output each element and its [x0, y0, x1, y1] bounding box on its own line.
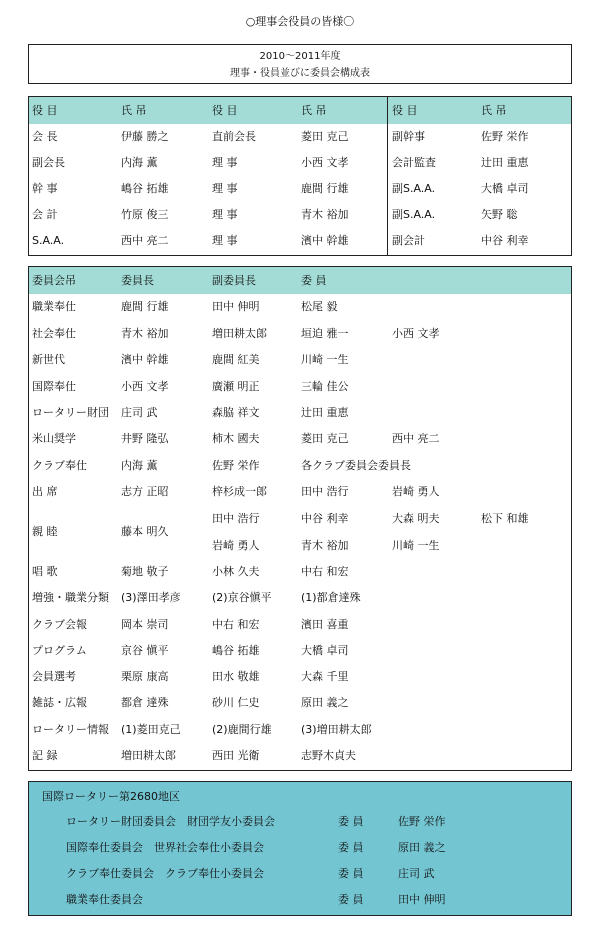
- year-label: 2010～2011年度: [259, 51, 341, 62]
- officers-header-cell: 役 目: [32, 104, 58, 117]
- committee-name: 雑誌・広報: [32, 696, 87, 709]
- committee-name: 社会奉仕: [32, 327, 76, 340]
- officer-role: 副幹事: [392, 130, 425, 143]
- officer-name: 佐野 栄作: [481, 130, 529, 143]
- committee-chair: 志方 正昭: [121, 485, 169, 498]
- committee-member: 鹿間 紅美: [212, 353, 260, 366]
- committee-member: 田中 浩行: [212, 512, 260, 525]
- committee-name: クラブ奉仕: [32, 459, 87, 472]
- committee-member: 中右 和宏: [301, 565, 349, 578]
- committee-member: 佐野 栄作: [212, 459, 260, 472]
- committee-name: 増強・職業分類: [32, 591, 109, 604]
- committee-member: 廣瀬 明正: [212, 380, 260, 393]
- committee-name: プログラム: [32, 644, 87, 657]
- committee-member: 濱田 喜重: [301, 618, 349, 631]
- committee-member: 田水 敬雄: [212, 670, 260, 683]
- committee-name: 新世代: [32, 353, 65, 366]
- district-committee: ロータリー財団委員会 財団学友小委員会: [66, 815, 275, 828]
- committee-chair: 小西 文孝: [121, 380, 169, 393]
- district-member: 佐野 栄作: [398, 815, 446, 828]
- committee-member: 菱田 克己: [301, 432, 349, 445]
- district-member: 田中 伸明: [398, 893, 446, 906]
- district-box: [28, 781, 572, 916]
- committee-member: 大森 明夫: [392, 512, 440, 525]
- district-committee: クラブ奉仕委員会 クラブ奉仕小委員会: [66, 867, 264, 880]
- officer-role: 会 長: [32, 130, 58, 143]
- officer-role: 会 計: [32, 208, 58, 221]
- committee-table: [28, 266, 572, 771]
- committee-header-cell: 副委員長: [212, 274, 256, 287]
- committee-name: ロータリー情報: [32, 723, 109, 736]
- committee-member: 松尾 毅: [301, 300, 338, 313]
- committee-name: 会員選考: [32, 670, 76, 683]
- officer-role: 理 事: [212, 208, 238, 221]
- committee-member: 岩崎 勇人: [392, 485, 440, 498]
- committee-chair: (3)澤田孝彦: [121, 591, 181, 604]
- committee-chair: 都倉 達殊: [121, 696, 169, 709]
- officer-name: 濱中 幹雄: [301, 234, 349, 247]
- committee-member: 青木 裕加: [301, 539, 349, 552]
- district-committee: 国際奉仕委員会 世界社会奉仕小委員会: [66, 841, 264, 854]
- district-member: 原田 義之: [398, 841, 446, 854]
- officer-role: 副S.A.A.: [392, 182, 436, 195]
- committee-member: 辻田 重恵: [301, 406, 349, 419]
- officers-header-cell: 役 目: [392, 104, 418, 117]
- committee-header-cell: 委 員: [301, 274, 327, 287]
- district-role: 委 員: [338, 841, 364, 854]
- committee-chair: 藤本 明久: [121, 525, 169, 538]
- committee-member: 梓杉成一郎: [212, 485, 267, 498]
- officer-name: 大橋 卓司: [481, 182, 529, 195]
- officer-role: 副S.A.A.: [392, 208, 436, 221]
- officer-name: 竹原 俊三: [121, 208, 169, 221]
- committee-member: 三輪 佳公: [301, 380, 349, 393]
- committee-member: (2)鹿間行雄: [212, 723, 272, 736]
- committee-name: 唱 歌: [32, 565, 58, 578]
- committee-member: 小林 久夫: [212, 565, 260, 578]
- committee-member: 大橋 卓司: [301, 644, 349, 657]
- district-role: 委 員: [338, 867, 364, 880]
- committee-chair: 増田耕太郎: [121, 749, 176, 762]
- committee-chair: 菊地 敬子: [121, 565, 169, 578]
- district-member: 庄司 武: [398, 867, 435, 880]
- committee-member: 川崎 一生: [392, 539, 440, 552]
- page-title: ○理事会役員の皆様〇: [245, 15, 355, 28]
- committee-member: 松下 和雄: [481, 512, 529, 525]
- officers-header-cell: 氏 吊: [301, 104, 327, 117]
- committee-name: 国際奉仕: [32, 380, 76, 393]
- committee-header-cell: 委員会吊: [32, 274, 76, 287]
- committee-member: 西中 亮二: [392, 432, 440, 445]
- district-role: 委 員: [338, 815, 364, 828]
- officer-role: 理 事: [212, 234, 238, 247]
- officer-role: 直前会長: [212, 130, 256, 143]
- committee-name: 親 睦: [32, 525, 58, 538]
- officers-header-cell: 氏 吊: [481, 104, 507, 117]
- committee-member: 川崎 一生: [301, 353, 349, 366]
- officer-name: 青木 裕加: [301, 208, 349, 221]
- committee-member: 志野木貞夫: [301, 749, 356, 762]
- committee-name: 職業奉仕: [32, 300, 76, 313]
- committee-header-cell: 委員長: [121, 274, 154, 287]
- committee-chair: 栗原 康高: [121, 670, 169, 683]
- committee-name: 出 席: [32, 485, 58, 498]
- committee-member: 大森 千里: [301, 670, 349, 683]
- committee-chair: 岡本 崇司: [121, 618, 169, 631]
- officer-role: 会計監査: [392, 156, 436, 169]
- committee-member: 原田 義之: [301, 696, 349, 709]
- committee-chair: 鹿間 行雄: [121, 300, 169, 313]
- officer-name: 嶋谷 拓雄: [121, 182, 169, 195]
- committee-name: ロータリー財団: [32, 406, 109, 419]
- officer-role: 副会長: [32, 156, 65, 169]
- committee-header-band: [29, 267, 571, 294]
- roster-subtitle: 理事・役員並びに委員会構成表: [230, 68, 370, 79]
- committee-member: 増田耕太郎: [212, 327, 267, 340]
- committee-chair: 内海 薫: [121, 459, 158, 472]
- officer-name: 内海 薫: [121, 156, 158, 169]
- officer-name: 小西 文孝: [301, 156, 349, 169]
- committee-member: 中右 和宏: [212, 618, 260, 631]
- district-title: 国際ロータリー第2680地区: [42, 790, 180, 803]
- committee-member: 田中 浩行: [301, 485, 349, 498]
- committee-member: 各クラブ委員会委員長: [301, 459, 411, 472]
- committee-member: 砂川 仁史: [212, 696, 260, 709]
- committee-member: 西田 光衛: [212, 749, 260, 762]
- committee-member: 嶋谷 拓雄: [212, 644, 260, 657]
- district-role: 委 員: [338, 893, 364, 906]
- committee-member: 垣迫 雅一: [301, 327, 349, 340]
- officers-table: [28, 96, 572, 256]
- district-committee: 職業奉仕委員会: [66, 893, 143, 906]
- officers-header-cell: 役 目: [212, 104, 238, 117]
- committee-member: (3)増田耕太郎: [301, 723, 372, 736]
- year-box: [28, 44, 572, 84]
- officer-name: 中谷 利幸: [481, 234, 529, 247]
- committee-chair: 青木 裕加: [121, 327, 169, 340]
- officer-role: 理 事: [212, 156, 238, 169]
- committee-chair: (1)菱田克己: [121, 723, 181, 736]
- committee-chair: 濱中 幹雄: [121, 353, 169, 366]
- officer-name: 鹿間 行雄: [301, 182, 349, 195]
- committee-member: 中谷 利幸: [301, 512, 349, 525]
- committee-member: (1)都倉達殊: [301, 591, 361, 604]
- officer-name: 矢野 聡: [481, 208, 518, 221]
- officer-name: 西中 亮二: [121, 234, 169, 247]
- committee-name: 米山奨学: [32, 432, 76, 445]
- officer-role: 副会計: [392, 234, 425, 247]
- committee-member: 柿木 國夫: [212, 432, 260, 445]
- committee-member: 小西 文孝: [392, 327, 440, 340]
- officer-name: 辻田 重恵: [481, 156, 529, 169]
- committee-chair: 井野 隆弘: [121, 432, 169, 445]
- officers-header-cell: 氏 吊: [121, 104, 147, 117]
- committee-name: 記 録: [32, 749, 58, 762]
- committee-member: 田中 伸明: [212, 300, 260, 313]
- officer-role: S.A.A.: [32, 234, 65, 247]
- committee-chair: 庄司 武: [121, 406, 158, 419]
- committee-chair: 京谷 愼平: [121, 644, 169, 657]
- committee-name: クラブ会報: [32, 618, 87, 631]
- officer-name: 伊藤 勝之: [121, 130, 169, 143]
- officer-role: 理 事: [212, 182, 238, 195]
- officers-divider: [387, 97, 388, 255]
- committee-member: (2)京谷愼平: [212, 591, 272, 604]
- committee-member: 岩崎 勇人: [212, 539, 260, 552]
- officer-name: 菱田 克己: [301, 130, 349, 143]
- committee-member: 森脇 祥文: [212, 406, 260, 419]
- officer-role: 幹 事: [32, 182, 58, 195]
